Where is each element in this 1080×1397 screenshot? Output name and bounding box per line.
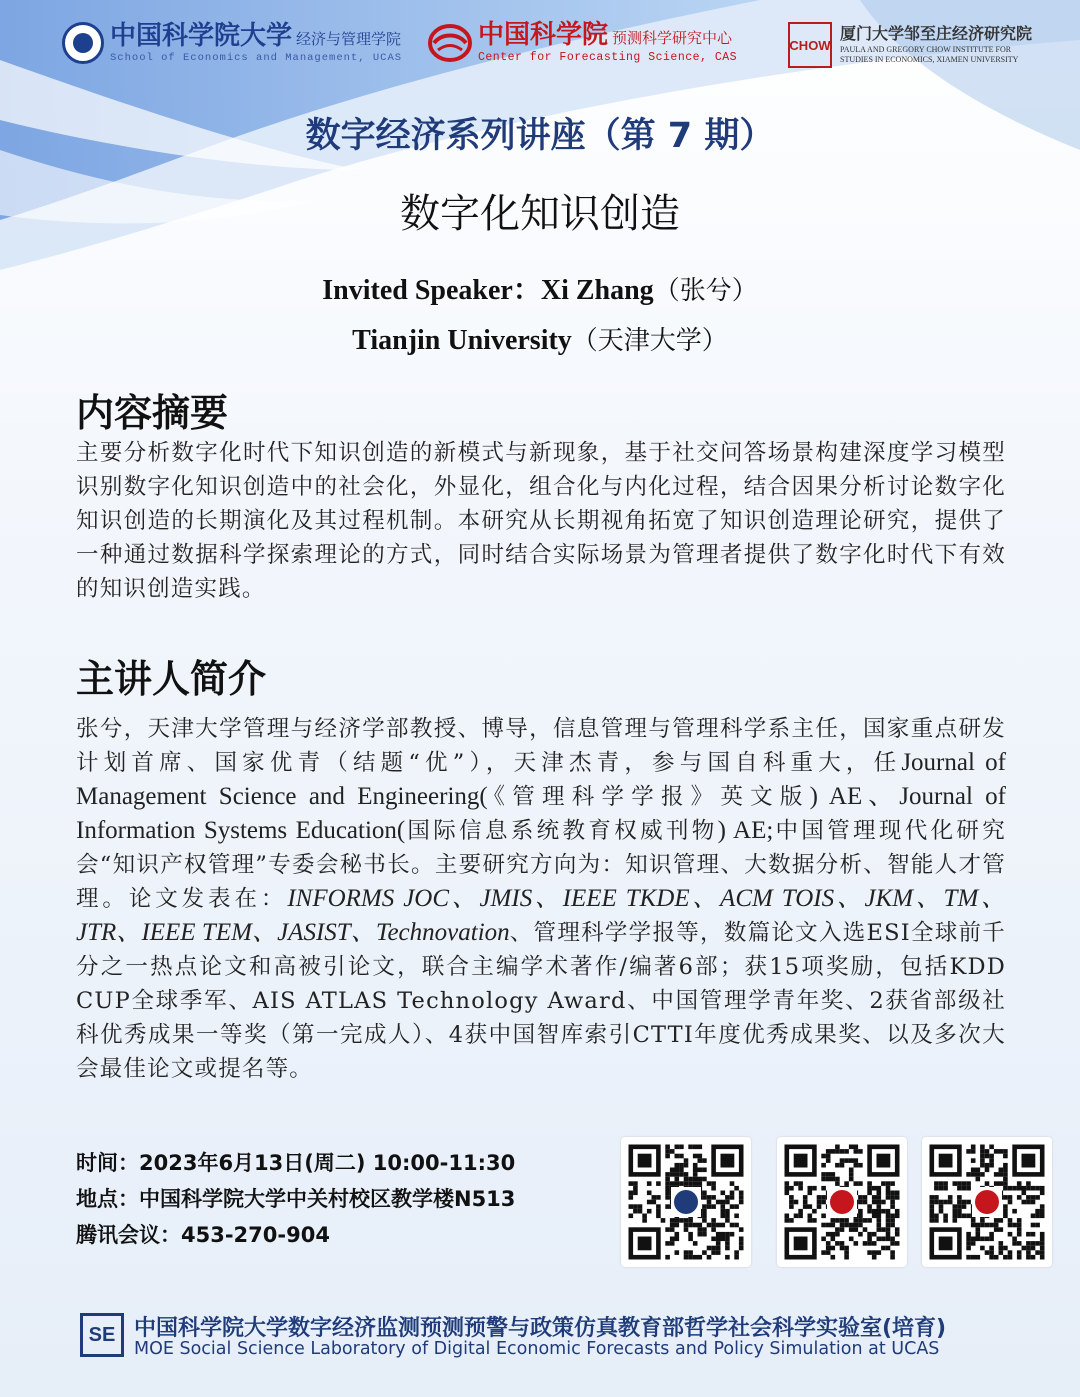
lab-logo-icon: SE	[80, 1313, 124, 1357]
speaker-name-cn: （张兮）	[653, 276, 758, 306]
series-title: 数字经济系列讲座（第 7 期）	[305, 116, 775, 156]
ucas-name-en: School of Economics and Management, UCAS	[110, 51, 403, 64]
event-meeting-id: 腾讯会议：453-270-904	[76, 1223, 330, 1247]
speaker-affiliation: Tianjin University	[352, 325, 572, 356]
event-info	[76, 1145, 515, 1253]
speaker-affiliation-cn: （天津大学）	[571, 326, 728, 356]
speaker-name: Invited Speaker：Xi Zhang	[322, 275, 654, 306]
bio-journal-1-end: ) AE、	[809, 783, 900, 810]
event-place: 地点：中国科学院大学中关村校区教学楼N513	[76, 1187, 516, 1211]
bio-journals-list: INFORMS JOC、JMIS、IEEE TKDE、ACM TOIS、JKM、TM、JTR、IEEE TEM、JASIST、Technovation	[76, 885, 1006, 946]
bio-journal-2-cn: 国际信息系统教育权威刊物	[405, 818, 718, 844]
bio-heading: 主讲人简介	[76, 657, 267, 701]
ucas-school-cn: 经济与管理学院	[296, 29, 402, 48]
chow-mark-icon: CHOW	[788, 22, 832, 68]
bio-body	[76, 712, 1006, 1086]
ucas-sem-logo	[62, 22, 402, 64]
chow-name-cn: 厦门大学邹至庄经济研究院	[840, 23, 1033, 43]
event-time: 时间：2023年6月13日(周二) 10:00-11:30	[76, 1151, 516, 1175]
bio-achievements: 、管理科学学报等，数篇论文入选ESI全球前千分之一热点论文和高被引论文，联合主编学术著作/编著6部；获15项奖励，包括KDD CUP全球季军、AIS ATLAS Technology Award、中国管理学青年奖、2获省部级社科优秀成果一等奖（第一完成人）、4获中国智库索引CTTI年度优秀成果奖、以及多次大会最佳论文或提名等。	[76, 920, 1006, 1082]
talk-title: 数字化知识创造	[400, 191, 680, 237]
cfs-emblem-icon	[428, 23, 472, 63]
cfs-name-cn: 中国科学院	[478, 20, 609, 50]
lab-name-cn: 中国科学院大学数字经济监测预测预警与政策仿真教育部哲学社会科学实验室(培育)	[134, 1316, 947, 1341]
bio-journal-2-end: ) AE;	[717, 817, 774, 844]
speaker-line	[0, 268, 1080, 308]
bio-journal-2: Journal of Information Systems Education(	[76, 783, 1007, 844]
cfs-center-cn: 预测科学研究中心	[612, 29, 733, 47]
abstract-heading: 内容摘要	[76, 391, 229, 435]
bio-journal-1-cn: 《管理科学学报》英文版	[487, 784, 810, 810]
bio-journal-1: Journal of Management Science and Engineering(	[76, 749, 1006, 810]
bio-research: 中国管理现代化研究会“知识产权管理”专委会秘书长。主要研究方向为：知识管理、大数据分析、智能人才管理。论文发表在：	[76, 818, 1006, 912]
lab-name-en: MOE Social Science Laboratory of Digital Economic Forecasts and Policy Simulation at UCAS	[134, 1339, 940, 1359]
chow-name-en-line1: PAULA AND GREGORY CHOW INSTITUTE FOR	[840, 44, 1012, 54]
qr-code-chow-icon[interactable]	[922, 1137, 1052, 1267]
qr-code-ucas-sem-icon[interactable]	[621, 1137, 751, 1267]
affiliation-line	[0, 320, 1080, 357]
qr-code-cfs-icon[interactable]	[777, 1137, 907, 1267]
cfs-name-en: Center for Forecasting Science, CAS	[478, 51, 738, 64]
chow-name-en-line2: STUDIES IN ECONOMICS, XIAMEN UNIVERSITY	[840, 54, 1019, 64]
ucas-name-cn: 中国科学院大学	[110, 20, 293, 51]
abstract-body: 主要分析数字化时代下知识创造的新模式与新现象，基于社交问答场景构建深度学习模型识别数字化知识创造中的社会化，外显化，组合化与内化过程，结合因果分析讨论数字化知识创造的长期演化及其过程机制。本研究从长期视角拓宽了知识创造理论研究，提供了一种通过数据科学探索理论的方式，同时结合实际场景为管理者提供了数字化时代下有效的知识创造实践。	[76, 440, 1006, 602]
chow-institute-logo	[788, 22, 1032, 68]
ucas-seal-icon	[62, 22, 104, 64]
bio-intro: 张兮，天津大学管理与经济学部教授、博导，信息管理与管理科学系主任，国家重点研发计划首席、国家优青（结题“优”），天津杰青，参与国自科重大，任	[76, 716, 1006, 776]
cfs-logo	[428, 22, 737, 64]
